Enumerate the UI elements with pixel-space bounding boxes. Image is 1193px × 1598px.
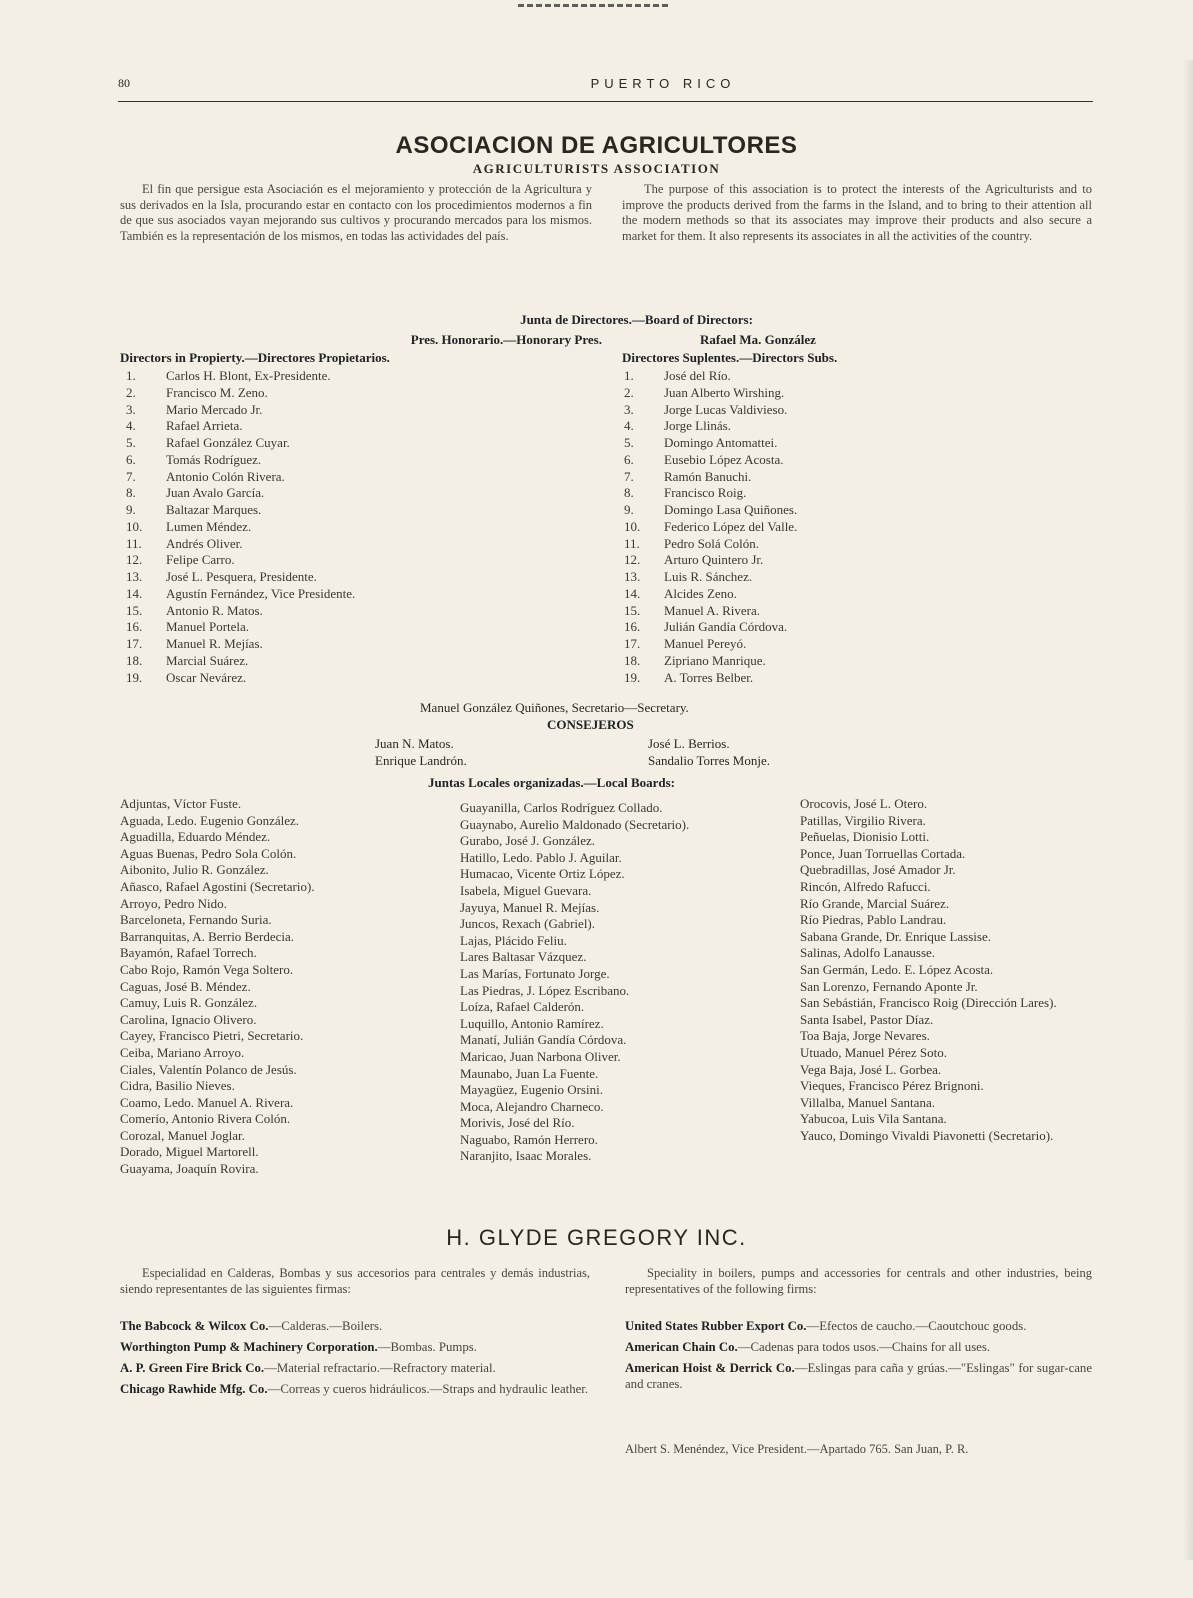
local-board-entry: Carolina, Ignacio Olivero.	[120, 1011, 257, 1027]
director-item	[624, 452, 797, 469]
local-board-entry: Barranquitas, A. Berrio Berdecia.	[120, 928, 294, 944]
local-board-entry: Villalba, Manuel Santana.	[800, 1094, 935, 1110]
director-number: 9.	[624, 502, 634, 517]
director-number: 1.	[624, 368, 634, 383]
director-number: 18.	[624, 652, 641, 668]
director-name: Manuel Pereyó.	[664, 636, 747, 651]
firm-name: Chicago Rawhide Mfg. Co.	[120, 1382, 268, 1396]
director-name: Zipriano Manrique.	[664, 652, 766, 668]
director-item	[126, 603, 355, 620]
local-board-entry: Moca, Alejandro Charneco.	[460, 1098, 604, 1114]
director-item	[126, 636, 355, 653]
director-name: Pedro Solá Colón.	[664, 535, 759, 551]
director-number: 14.	[126, 585, 143, 601]
local-board-entry: Santa Isabel, Pastor Díaz.	[800, 1011, 934, 1027]
local-board-entry: Aibonito, Julio R. González.	[120, 862, 269, 878]
proprietary-directors-list	[126, 368, 355, 686]
director-name: Luis R. Sánchez.	[664, 569, 753, 584]
local-board-entry: Yabucoa, Luis Vila Santana.	[800, 1111, 947, 1127]
local-boards-column-2	[460, 800, 740, 1165]
director-item	[624, 603, 797, 620]
honorary-name: Rafael Ma. González	[700, 332, 816, 347]
director-item	[126, 435, 355, 452]
local-board-entry: Vieques, Francisco Pérez Brignoni.	[800, 1078, 984, 1094]
local-board-entry: Lares Baltasar Vázquez.	[460, 949, 587, 965]
substitute-directors-list	[624, 368, 797, 686]
director-name: A. Torres Belber.	[664, 669, 754, 685]
gregory-intro-es: Especialidad en Calderas, Bombas y sus accesorios para centrales y demás industrias, siendo representantes de las siguientes firmas:	[120, 1266, 590, 1296]
director-item	[624, 670, 797, 687]
association-title: ASOCIACION DE AGRICULTORES	[395, 132, 798, 159]
firm-description: —Eslingas para caña y grúas.—"Eslingas" for sugar-cane and cranes.	[625, 1361, 1093, 1391]
local-board-entry: Cayey, Francisco Pietri, Secretario.	[120, 1028, 304, 1044]
firm-entry	[625, 1318, 1092, 1334]
firm-entry	[120, 1360, 590, 1376]
director-number: 7.	[624, 468, 634, 484]
consejero-left-2: Enrique Landrón.	[375, 753, 467, 768]
local-board-entry: Río Piedras, Pablo Landrau.	[800, 912, 947, 928]
local-board-entry: Cabo Rojo, Ramón Vega Soltero.	[120, 961, 294, 977]
director-name: Jorge Lucas Valdivieso.	[664, 401, 788, 417]
director-item	[624, 619, 797, 636]
local-board-entry: Yauco, Domingo Vivaldi Piavonetti (Secretario).	[800, 1127, 1054, 1143]
director-name: Rafael Arrieta.	[166, 418, 243, 434]
consejero-right-1: José L. Berrios.	[648, 736, 730, 751]
local-board-entry: Ceiba, Mariano Arroyo.	[120, 1044, 245, 1060]
firm-entry	[120, 1318, 590, 1334]
local-board-entry: Guayama, Joaquín Rovira.	[120, 1161, 259, 1177]
director-name: Domingo Lasa Quiñones.	[664, 502, 798, 517]
director-item	[126, 519, 355, 536]
local-board-entry: Quebradillas, José Amador Jr.	[800, 862, 956, 878]
director-item	[624, 435, 797, 452]
director-name: Andrés Oliver.	[166, 535, 243, 551]
director-item	[624, 653, 797, 670]
director-item	[126, 418, 355, 435]
director-item	[126, 485, 355, 502]
association-subtitle: AGRICULTURISTS ASSOCIATION	[472, 161, 721, 176]
director-name: Oscar Nevárez.	[166, 669, 247, 685]
firm-name: American Hoist & Derrick Co.	[625, 1361, 795, 1375]
director-number: 12.	[126, 552, 143, 568]
firm-entry	[120, 1339, 590, 1355]
local-board-entry: Adjuntas, Víctor Fuste.	[120, 796, 242, 811]
local-board-entry: Caguas, José B. Méndez.	[120, 978, 251, 994]
local-boards-column-1	[120, 796, 405, 1178]
director-item	[126, 536, 355, 553]
firm-entry	[625, 1339, 1092, 1355]
firm-description: —Cadenas para todos usos.—Chains for all uses.	[737, 1340, 991, 1354]
director-name: José del Río.	[664, 368, 731, 383]
local-board-entry: Maricao, Juan Narbona Oliver.	[460, 1048, 621, 1064]
director-number: 2.	[624, 384, 634, 400]
honorary-label: Pres. Honorario.—Honorary Pres.	[410, 332, 602, 347]
director-name: Julián Gandía Córdova.	[664, 619, 788, 635]
director-name: Eusebio López Acosta.	[664, 451, 784, 467]
director-name: Juan Avalo García.	[166, 485, 265, 501]
firm-description: —Material refractario.—Refractory material.	[264, 1361, 496, 1375]
director-name: Manuel Portela.	[166, 619, 250, 635]
director-name: Baltazar Marques.	[166, 502, 262, 517]
running-title: PUERTO RICO	[590, 76, 736, 91]
local-board-entry: Jayuya, Manuel R. Mejías.	[460, 899, 600, 915]
director-item	[126, 368, 355, 385]
director-number: 11.	[624, 535, 640, 551]
director-item	[126, 670, 355, 687]
director-name: Tomás Rodríguez.	[166, 451, 262, 467]
director-item	[624, 418, 797, 435]
director-number: 7.	[126, 468, 136, 484]
director-number: 4.	[624, 418, 634, 434]
director-number: 6.	[624, 451, 634, 467]
local-board-entry: Loíza, Rafael Calderón.	[460, 999, 585, 1015]
director-name: Manuel R. Mejías.	[166, 636, 263, 651]
director-item	[126, 619, 355, 636]
director-number: 19.	[126, 669, 143, 685]
director-number: 8.	[624, 485, 634, 501]
board-heading: Junta de Directores.—Board of Directors:	[520, 312, 753, 327]
director-name: Manuel A. Rivera.	[664, 602, 761, 618]
director-name: Carlos H. Blont, Ex-Presidente.	[166, 368, 331, 383]
local-board-entry: Humacao, Vicente Ortiz López.	[460, 866, 625, 882]
director-number: 16.	[624, 619, 641, 635]
director-number: 10.	[624, 518, 641, 534]
local-board-entry: Juncos, Rexach (Gabriel).	[460, 916, 596, 932]
local-board-entry: Aguas Buenas, Pedro Sola Colón.	[120, 845, 297, 861]
director-number: 17.	[126, 636, 143, 651]
running-head	[118, 76, 1088, 96]
local-board-entry: Rincón, Alfredo Rafucci.	[800, 878, 931, 894]
director-item	[624, 536, 797, 553]
director-number: 15.	[624, 602, 641, 618]
firm-description: —Bombas. Pumps.	[377, 1340, 477, 1354]
director-item	[624, 368, 797, 385]
firm-description: —Calderas.—Boilers.	[268, 1319, 383, 1333]
local-board-entry: Guayanilla, Carlos Rodríguez Collado.	[460, 800, 663, 815]
director-number: 2.	[126, 384, 136, 400]
director-item	[624, 502, 797, 519]
director-item	[624, 385, 797, 402]
director-name: Ramón Banuchi.	[664, 468, 752, 484]
local-board-entry: Cidra, Basilio Nieves.	[120, 1078, 235, 1094]
director-item	[126, 552, 355, 569]
director-item	[126, 452, 355, 469]
firm-entry	[120, 1381, 590, 1397]
director-number: 13.	[624, 569, 641, 584]
local-board-entry: Peñuelas, Dionisio Lotti.	[800, 829, 930, 845]
gregory-title: H. GLYDE GREGORY INC.	[446, 1225, 747, 1250]
director-item	[624, 636, 797, 653]
director-number: 9.	[126, 502, 136, 517]
director-item	[624, 485, 797, 502]
firm-name: Worthington Pump & Machinery Corporation.	[120, 1340, 378, 1354]
substitute-heading: Directores Suplentes.—Directors Subs.	[622, 350, 838, 365]
local-board-entry: Lajas, Plácido Feliu.	[460, 932, 567, 948]
local-board-entry: San Lorenzo, Fernando Aponte Jr.	[800, 978, 978, 994]
director-name: Federico López del Valle.	[664, 518, 798, 534]
firm-description: —Correas y cueros hidráulicos.—Straps and hydraulic leather.	[267, 1382, 589, 1396]
local-board-entry: San Sebástián, Francisco Roig (Dirección Lares).	[800, 995, 1057, 1011]
local-board-entry: Las Piedras, J. López Escribano.	[460, 982, 630, 998]
local-board-entry: Dorado, Miguel Martorell.	[120, 1144, 259, 1160]
director-name: Francisco Roig.	[664, 485, 747, 501]
local-boards-heading: Juntas Locales organizadas.—Local Boards:	[428, 775, 676, 790]
local-board-entry: Salinas, Adolfo Lanausse.	[800, 945, 936, 961]
proprietary-heading: Directors in Propierty.—Directores Propietarios.	[120, 350, 390, 365]
local-board-entry: Utuado, Manuel Pérez Soto.	[800, 1044, 947, 1060]
local-board-entry: Corozal, Manuel Joglar.	[120, 1127, 245, 1143]
firm-description: —Efectos de caucho.—Caoutchouc goods.	[806, 1319, 1027, 1333]
director-item	[126, 586, 355, 603]
secretary-line: Manuel González Quiñones, Secretario—Secretary.	[420, 700, 689, 715]
director-item	[126, 385, 355, 402]
director-name: Francisco M. Zeno.	[166, 384, 268, 400]
director-name: Antonio Colón Rivera.	[166, 468, 285, 484]
local-board-entry: Bayamón, Rafael Torrech.	[120, 945, 257, 961]
director-name: Antonio R. Matos.	[166, 602, 263, 618]
director-item	[624, 569, 797, 586]
association-intro-en: The purpose of this association is to protect the interests of the Agriculturists and to improve the products derived from the farms in the Island, and to bring to their attention all the modern methods so that its associates may improve their products and also secure a market for them. It also represents its associates in all the activities of the country.	[622, 182, 1092, 243]
director-number: 12.	[624, 552, 641, 568]
association-intro-es: El fin que persigue esta Asociación es el mejoramiento y protección de la Agricultura y sus derivados en la Isla, procurando estar en contacto con los procedimientos modernos a fin de que sus asociados vayan mejorando sus cultivos y procurando mercados para los mismos. También es la representación de los mismos, en todas las actividades del país.	[120, 182, 592, 243]
local-board-entry: Las Marías, Fortunato Jorge.	[460, 965, 610, 981]
director-number: 1.	[126, 368, 136, 383]
local-board-entry: Añasco, Rafael Agostini (Secretario).	[120, 878, 315, 894]
local-board-entry: Morivis, José del Río.	[460, 1115, 575, 1131]
director-item	[624, 469, 797, 486]
director-number: 13.	[126, 569, 143, 584]
local-board-entry: Isabela, Miguel Guevara.	[460, 882, 592, 898]
director-item	[126, 402, 355, 419]
director-item	[624, 402, 797, 419]
director-number: 18.	[126, 652, 143, 668]
consejero-left-1: Juan N. Matos.	[375, 736, 454, 751]
local-board-entry: Luquillo, Antonio Ramírez.	[460, 1015, 604, 1031]
director-name: Alcides Zeno.	[664, 585, 737, 601]
director-number: 3.	[624, 401, 634, 417]
local-board-entry: Hatillo, Ledo. Pablo J. Aguilar.	[460, 849, 622, 865]
local-board-entry: Naguabo, Ramón Herrero.	[460, 1131, 598, 1147]
director-number: 3.	[126, 401, 136, 417]
gregory-intro-en: Speciality in boilers, pumps and accessories for centrals and other industries, being representatives of the following firms:	[625, 1266, 1092, 1296]
local-board-entry: Guaynabo, Aurelio Maldonado (Secretario).	[460, 816, 690, 832]
header-rule	[118, 101, 1093, 102]
director-name: Agustín Fernández, Vice Presidente.	[166, 585, 356, 601]
director-name: José L. Pesquera, Presidente.	[166, 569, 317, 584]
local-board-entry: Coamo, Ledo. Manuel A. Rivera.	[120, 1094, 294, 1110]
local-board-entry: Ciales, Valentín Polanco de Jesús.	[120, 1061, 297, 1077]
director-number: 10.	[126, 518, 143, 534]
consejeros-heading: CONSEJEROS	[547, 717, 634, 732]
director-number: 15.	[126, 602, 143, 618]
director-item	[624, 586, 797, 603]
local-board-entry: Orocovis, José L. Otero.	[800, 796, 928, 811]
director-item	[126, 502, 355, 519]
local-board-entry: Río Grande, Marcial Suárez.	[800, 895, 950, 911]
director-name: Jorge Llinás.	[664, 418, 731, 434]
local-board-entry: Toa Baja, Jorge Nevares.	[800, 1028, 930, 1044]
director-name: Marcial Suárez.	[166, 652, 249, 668]
gregory-signature: Albert S. Menéndez, Vice President.—Apartado 765. San Juan, P. R.	[625, 1442, 969, 1456]
local-board-entry: Patillas, Virgilio Rivera.	[800, 812, 926, 828]
director-number: 14.	[624, 585, 641, 601]
gregory-firms-left	[120, 1318, 590, 1402]
director-name: Lumen Méndez.	[166, 518, 252, 534]
firm-name: A. P. Green Fire Brick Co.	[120, 1361, 265, 1375]
local-board-entry: San Germán, Ledo. E. López Acosta.	[800, 961, 994, 977]
director-number: 11.	[126, 535, 142, 551]
local-board-entry: Mayagüez, Eugenio Orsini.	[460, 1082, 603, 1098]
firm-entry	[625, 1360, 1092, 1392]
firm-name: United States Rubber Export Co.	[625, 1319, 807, 1333]
consejero-right-2: Sandalio Torres Monje.	[648, 753, 770, 768]
director-number: 5.	[126, 435, 136, 450]
local-board-entry: Naranjito, Isaac Morales.	[460, 1148, 592, 1164]
director-name: Arturo Quintero Jr.	[664, 552, 764, 568]
local-boards-column-3	[800, 796, 1085, 1144]
print-smudge	[518, 4, 668, 13]
director-name: Rafael González Cuyar.	[166, 435, 290, 450]
director-number: 16.	[126, 619, 143, 635]
local-board-entry: Aguada, Ledo. Eugenio González.	[120, 812, 300, 828]
page-number: 80	[118, 76, 130, 90]
firm-name: The Babcock & Wilcox Co.	[120, 1319, 269, 1333]
local-board-entry: Sabana Grande, Dr. Enrique Lassise.	[800, 928, 991, 944]
director-number: 8.	[126, 485, 136, 501]
local-board-entry: Camuy, Luis R. González.	[120, 995, 258, 1011]
page-edge-shadow	[1183, 60, 1193, 1560]
director-name: Domingo Antomattei.	[664, 435, 778, 450]
director-number: 17.	[624, 636, 641, 651]
local-board-entry: Ponce, Juan Torruellas Cortada.	[800, 845, 966, 861]
gregory-firms-right	[625, 1318, 1092, 1397]
director-item	[624, 552, 797, 569]
local-board-entry: Barceloneta, Fernando Suria.	[120, 912, 272, 928]
local-board-entry: Manatí, Julián Gandía Córdova.	[460, 1032, 627, 1048]
director-name: Felipe Carro.	[166, 552, 235, 568]
local-board-entry: Arroyo, Pedro Nido.	[120, 895, 227, 911]
director-number: 19.	[624, 669, 641, 685]
director-name: Mario Mercado Jr.	[166, 401, 263, 417]
director-number: 4.	[126, 418, 136, 434]
director-item	[126, 653, 355, 670]
local-board-entry: Aguadilla, Eduardo Méndez.	[120, 829, 271, 845]
director-item	[126, 569, 355, 586]
director-name: Juan Alberto Wirshing.	[664, 384, 785, 400]
director-item	[624, 519, 797, 536]
local-board-entry: Gurabo, José J. González.	[460, 833, 596, 849]
director-item	[126, 469, 355, 486]
local-board-entry: Comerío, Antonio Rivera Colón.	[120, 1111, 291, 1127]
director-number: 5.	[624, 435, 634, 450]
local-board-entry: Vega Baja, José L. Gorbea.	[800, 1061, 942, 1077]
firm-name: American Chain Co.	[625, 1340, 738, 1354]
director-number: 6.	[126, 451, 136, 467]
local-board-entry: Maunabo, Juan La Fuente.	[460, 1065, 599, 1081]
